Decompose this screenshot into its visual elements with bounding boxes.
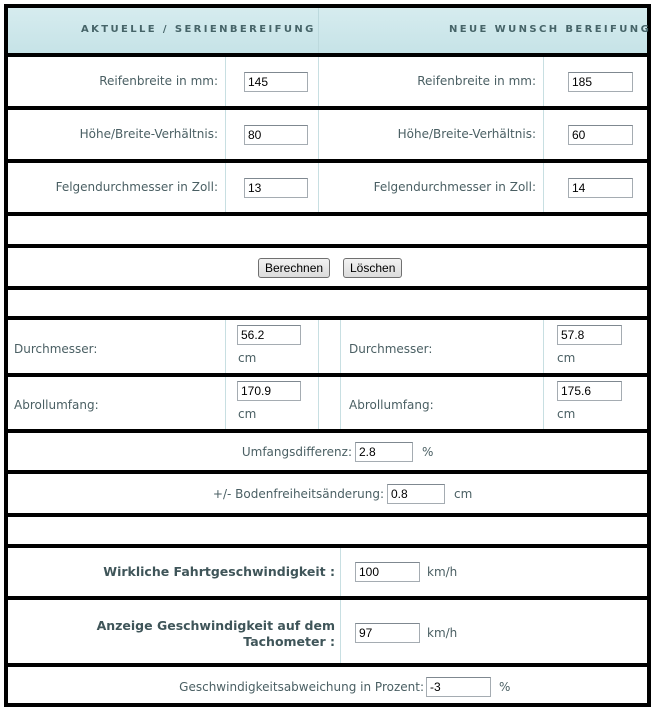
- tire-width-input-new[interactable]: 185: [568, 72, 633, 92]
- calculate-button[interactable]: Berechnen: [258, 258, 330, 278]
- displayed-speed-label: [97, 618, 335, 650]
- current-tires-heading: AKTUELLE / SERIENBEREIFUNG: [81, 24, 316, 35]
- new-tires-heading: NEUE WUNSCH BEREIFUNG: [449, 24, 652, 35]
- tire-width-label-current: Reifenbreite in mm:: [99, 74, 218, 88]
- col-divider: [318, 110, 319, 159]
- col-divider: [340, 377, 341, 429]
- col-divider: [340, 548, 341, 596]
- displayed-speed-label-line1: Anzeige Geschwindigkeit auf dem: [96, 618, 335, 633]
- diameter-unit-current: cm: [238, 351, 257, 365]
- row-aspect-ratio: [8, 110, 647, 159]
- col-divider: [543, 163, 544, 212]
- header-divider: [318, 8, 319, 53]
- col-divider: [225, 163, 226, 212]
- col-divider: [543, 320, 544, 373]
- ground-clearance-label: +/- Bodenfreiheitsänderung:: [212, 487, 384, 501]
- rim-diameter-label-new: Felgendurchmesser in Zoll:: [373, 180, 536, 194]
- col-divider: [225, 320, 226, 373]
- tire-calculator-form: [4, 4, 651, 707]
- ground-clearance-unit: cm: [454, 487, 473, 501]
- real-speed-label: Wirkliche Fahrtgeschwindigkeit :: [103, 564, 335, 579]
- rim-diameter-input-new[interactable]: 14: [568, 178, 633, 198]
- real-speed-unit: km/h: [427, 565, 458, 579]
- col-divider: [225, 57, 226, 106]
- ground-clearance-output[interactable]: 0.8: [387, 484, 445, 504]
- tire-width-label-new: Reifenbreite in mm:: [417, 74, 536, 88]
- col-divider: [318, 377, 319, 429]
- circumference-label-new: Abrollumfang:: [349, 398, 434, 412]
- rim-diameter-label-current: Felgendurchmesser in Zoll:: [55, 180, 218, 194]
- real-speed-input[interactable]: 100: [355, 562, 420, 582]
- row-diameter: [8, 320, 647, 373]
- spacer-row: [8, 216, 647, 244]
- circumference-unit-current: cm: [238, 407, 257, 421]
- speed-deviation-unit: %: [499, 680, 511, 694]
- diameter-output-new[interactable]: 57.8: [557, 325, 622, 345]
- row-displayed-speed: [8, 600, 647, 663]
- col-divider: [318, 163, 319, 212]
- col-divider: [543, 57, 544, 106]
- circumference-unit-new: cm: [557, 407, 576, 421]
- row-ground-clearance: [8, 474, 647, 513]
- col-divider: [340, 320, 341, 373]
- spacer-row: [8, 517, 647, 544]
- col-divider: [340, 600, 341, 663]
- rim-diameter-input-current[interactable]: 13: [244, 178, 308, 198]
- col-divider: [543, 110, 544, 159]
- diameter-output-current[interactable]: 56.2: [237, 325, 301, 345]
- row-tire-width: [8, 57, 647, 106]
- spacer-row: [8, 290, 647, 316]
- circumference-label-current: Abrollumfang:: [14, 398, 99, 412]
- displayed-speed-label-line2: Tachometer :: [243, 634, 335, 649]
- circumference-output-new[interactable]: 175.6: [557, 381, 622, 401]
- row-circumference: [8, 377, 647, 429]
- aspect-ratio-input-current[interactable]: 80: [244, 125, 308, 145]
- table-header: [8, 8, 652, 53]
- col-divider: [318, 320, 319, 373]
- circumference-difference-output[interactable]: 2.8: [355, 442, 413, 462]
- circumference-output-current[interactable]: 170.9: [237, 381, 301, 401]
- col-divider: [318, 57, 319, 106]
- circumference-difference-unit: %: [422, 445, 434, 459]
- speed-deviation-output[interactable]: -3: [426, 677, 491, 697]
- row-real-speed: [8, 548, 647, 596]
- button-row: [8, 248, 647, 286]
- displayed-speed-input[interactable]: 97: [355, 623, 420, 643]
- col-divider: [543, 377, 544, 429]
- diameter-label-current: Durchmesser:: [14, 342, 98, 356]
- clear-button[interactable]: Löschen: [343, 258, 402, 278]
- diameter-unit-new: cm: [557, 351, 576, 365]
- aspect-ratio-input-new[interactable]: 60: [568, 125, 633, 145]
- col-divider: [225, 110, 226, 159]
- speed-deviation-label: Geschwindigkeitsabweichung in Prozent:: [179, 680, 424, 694]
- diameter-label-new: Durchmesser:: [349, 342, 433, 356]
- row-rim-diameter: [8, 163, 647, 212]
- col-divider: [225, 377, 226, 429]
- aspect-ratio-label-current: Höhe/Breite-Verhältnis:: [79, 127, 218, 141]
- aspect-ratio-label-new: Höhe/Breite-Verhältnis:: [397, 127, 536, 141]
- row-speed-deviation: [8, 667, 647, 703]
- circumference-difference-label: Umfangsdifferenz:: [241, 445, 352, 459]
- displayed-speed-unit: km/h: [427, 626, 458, 640]
- row-circumference-difference: [8, 433, 647, 470]
- tire-width-input-current[interactable]: 145: [244, 72, 308, 92]
